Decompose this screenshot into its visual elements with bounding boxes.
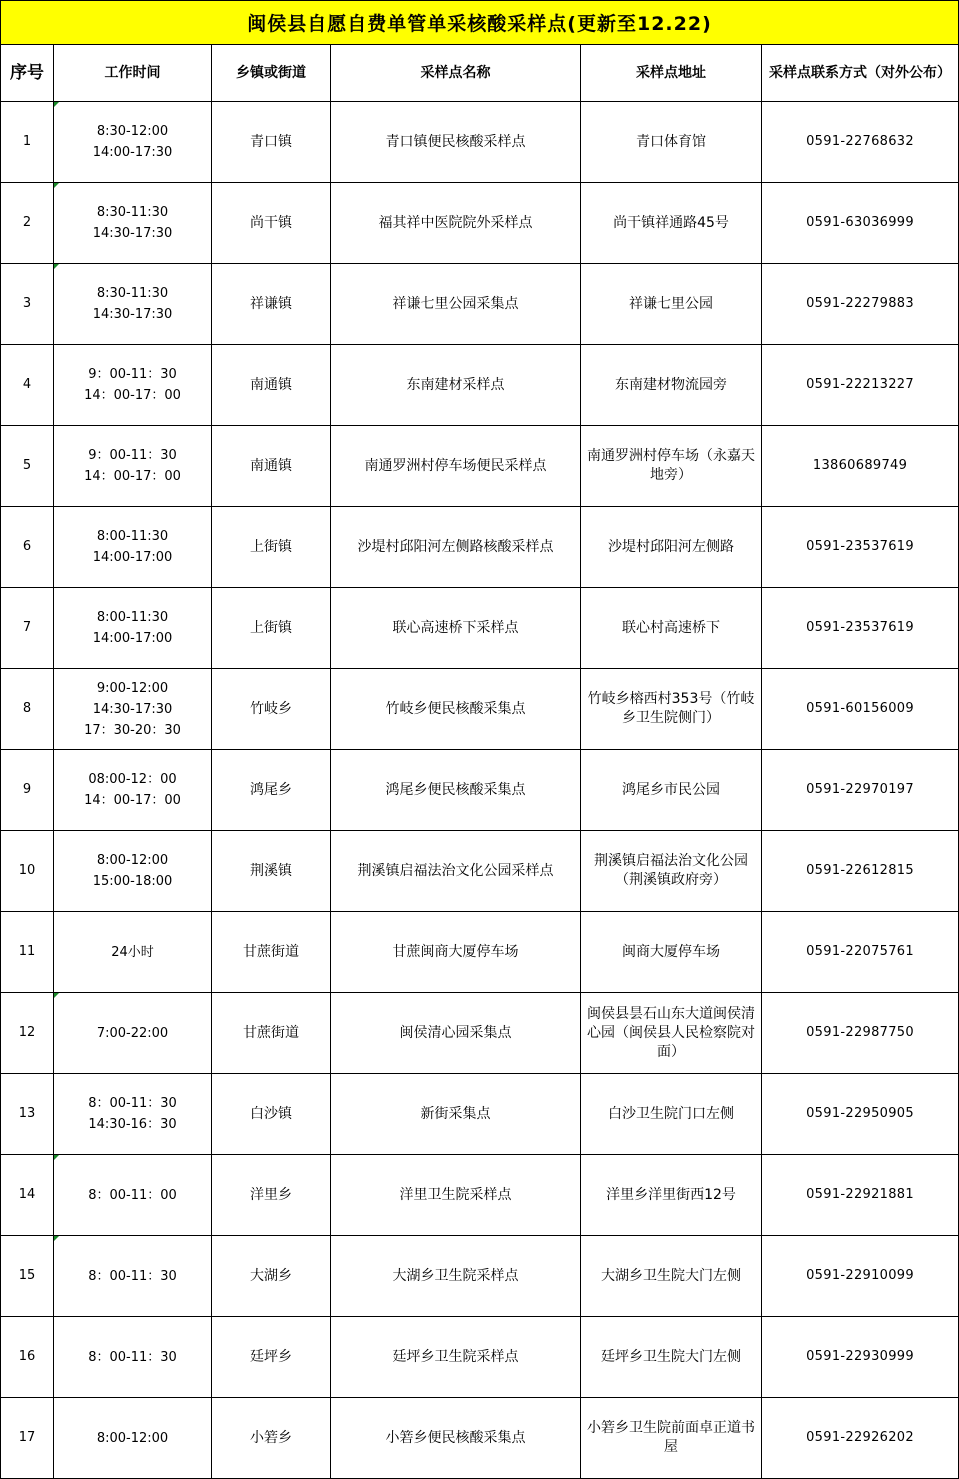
cell-time-lines	[56, 769, 209, 811]
cell-site-name	[331, 588, 581, 669]
cell-time	[54, 264, 212, 345]
cell-phone: 0591-22950905	[762, 1074, 959, 1155]
cell-note-marker-icon	[54, 993, 59, 998]
cell-site-name	[331, 1155, 581, 1236]
cell-seq: 17	[1, 1398, 54, 1479]
site-name-text: 联心高速桥下采样点	[392, 620, 519, 636]
cell-time	[54, 426, 212, 507]
time-line: 8:00-11:30	[96, 529, 169, 544]
cell-town: 上街镇	[212, 507, 331, 588]
cell-town: 甘蔗街道	[212, 912, 331, 993]
site-name-text: 南通罗洲村停车场便民采样点	[364, 458, 547, 474]
cell-note-marker-icon	[54, 1155, 59, 1160]
site-name-text: 新街采集点	[420, 1106, 491, 1122]
site-name-text: 廷坪乡卫生院采样点	[392, 1349, 519, 1365]
site-address-text: 闽侯县昙石山东大道闽侯清心园（闽侯县人民检察院对面）	[587, 1005, 755, 1060]
site-address-text: 白沙卫生院门口左侧	[608, 1105, 734, 1122]
site-address-text: 洋里乡洋里街西12号	[606, 1186, 736, 1203]
time-line: 14:30-17:30	[92, 701, 173, 717]
cell-address	[581, 1074, 762, 1155]
cell-site-name	[331, 507, 581, 588]
table-row	[1, 1317, 959, 1398]
site-address-text: 廷坪乡卫生院大门左侧	[601, 1348, 741, 1365]
table-row	[1, 1236, 959, 1317]
cell-site-name	[331, 102, 581, 183]
cell-time-lines	[56, 1428, 209, 1449]
cell-time-lines	[56, 1023, 209, 1044]
time-line: 15:00-18:00	[92, 874, 173, 889]
cell-site-name	[331, 1317, 581, 1398]
table-row	[1, 669, 959, 750]
site-name-text: 青口镇便民核酸采样点	[385, 134, 526, 150]
cell-site-name	[331, 831, 581, 912]
cell-seq: 14	[1, 1155, 54, 1236]
table-row	[1, 1398, 959, 1479]
time-line: 8：00-11：30	[88, 1268, 177, 1284]
cell-site-name	[331, 426, 581, 507]
cell-note-marker-icon	[54, 183, 59, 188]
site-address-text: 闽商大厦停车场	[622, 943, 720, 960]
cell-seq: 16	[1, 1317, 54, 1398]
site-name-text: 闽侯清心园采集点	[399, 1025, 512, 1041]
cell-seq: 1	[1, 102, 54, 183]
cell-time	[54, 1236, 212, 1317]
table-row	[1, 507, 959, 588]
cell-seq: 9	[1, 750, 54, 831]
cell-phone: 0591-22279883	[762, 264, 959, 345]
header-address: 采样点地址	[581, 45, 762, 102]
site-address-text: 联心村高速桥下	[622, 619, 720, 636]
site-name-text: 福其祥中医院院外采样点	[378, 215, 533, 231]
site-address-text: 南通罗洲村停车场（永嘉天地旁）	[587, 448, 755, 483]
time-line: 8:00-12:00	[96, 1430, 169, 1446]
cell-phone: 0591-22910099	[762, 1236, 959, 1317]
time-line: 8：00-11：00	[88, 1187, 177, 1203]
cell-phone: 0591-22921881	[762, 1155, 959, 1236]
cell-phone: 0591-22926202	[762, 1398, 959, 1479]
site-address-text: 沙堤村邱阳河左侧路	[608, 538, 734, 555]
time-line: 8：00-11：30	[88, 1096, 177, 1111]
cell-town: 白沙镇	[212, 1074, 331, 1155]
cell-time-lines	[56, 1266, 209, 1287]
site-name-text: 小箬乡便民核酸采集点	[385, 1430, 526, 1446]
cell-town: 竹岐乡	[212, 669, 331, 750]
header-row	[1, 45, 959, 102]
time-line: 9:00-12:00	[96, 680, 169, 696]
time-line: 14:00-17:00	[92, 550, 173, 565]
cell-phone: 0591-23537619	[762, 588, 959, 669]
cell-address	[581, 993, 762, 1074]
cell-address	[581, 507, 762, 588]
cell-address	[581, 669, 762, 750]
site-name-text: 鸿尾乡便民核酸采集点	[385, 782, 526, 798]
cell-seq: 15	[1, 1236, 54, 1317]
time-line: 24小时	[111, 944, 154, 960]
header-phone: 采样点联系方式（对外公布）	[762, 45, 959, 102]
cell-site-name	[331, 1398, 581, 1479]
time-line: 9：00-11：30	[88, 367, 177, 382]
table-title: 闽侯县自愿自费单管单采核酸采样点(更新至12.22)	[1, 1, 959, 45]
site-address-text: 竹岐乡榕西村353号（竹岐乡卫生院侧门）	[587, 691, 755, 726]
cell-phone: 0591-23537619	[762, 507, 959, 588]
time-line: 9：00-11：30	[88, 448, 177, 463]
cell-seq: 6	[1, 507, 54, 588]
site-name-text: 沙堤村邱阳河左侧路核酸采样点	[357, 539, 554, 555]
cell-address	[581, 426, 762, 507]
site-address-text: 荆溪镇启福法治文化公园（荆溪镇政府旁）	[594, 853, 748, 888]
cell-time-lines	[56, 202, 209, 244]
time-line: 14:30-17:30	[92, 226, 173, 241]
cell-site-name	[331, 993, 581, 1074]
cell-site-name	[331, 264, 581, 345]
cell-phone: 0591-63036999	[762, 183, 959, 264]
table-row	[1, 993, 959, 1074]
cell-seq: 7	[1, 588, 54, 669]
time-line: 14：00-17：00	[84, 388, 181, 403]
cell-time	[54, 102, 212, 183]
table-row	[1, 183, 959, 264]
cell-seq: 11	[1, 912, 54, 993]
site-address-text: 东南建材物流园旁	[615, 376, 727, 393]
cell-time-lines	[56, 526, 209, 568]
cell-town: 廷坪乡	[212, 1317, 331, 1398]
cell-phone: 0591-22075761	[762, 912, 959, 993]
cell-town: 尚干镇	[212, 183, 331, 264]
cell-town: 大湖乡	[212, 1236, 331, 1317]
cell-phone: 0591-22612815	[762, 831, 959, 912]
cell-time-lines	[56, 445, 209, 487]
time-line: 14：00-17：00	[84, 469, 181, 484]
header-time: 工作时间	[54, 45, 212, 102]
time-line: 8:00-12:00	[96, 853, 169, 868]
site-address-text: 尚干镇祥通路45号	[613, 214, 729, 231]
cell-note-marker-icon	[54, 1236, 59, 1241]
cell-phone: 0591-22970197	[762, 750, 959, 831]
cell-address	[581, 1236, 762, 1317]
time-line: 08:00-12：00	[88, 772, 177, 787]
cell-seq: 5	[1, 426, 54, 507]
table-row	[1, 1074, 959, 1155]
cell-town: 青口镇	[212, 102, 331, 183]
cell-time-lines	[56, 364, 209, 406]
header-seq: 序号	[1, 45, 54, 102]
cell-address	[581, 1398, 762, 1479]
cell-time	[54, 1074, 212, 1155]
cell-seq: 13	[1, 1074, 54, 1155]
cell-town: 祥谦镇	[212, 264, 331, 345]
cell-time-lines	[56, 850, 209, 892]
cell-town: 荆溪镇	[212, 831, 331, 912]
cell-phone: 0591-22930999	[762, 1317, 959, 1398]
cell-note-marker-icon	[54, 102, 59, 107]
table-row	[1, 588, 959, 669]
cell-time	[54, 993, 212, 1074]
table-row	[1, 912, 959, 993]
cell-seq: 2	[1, 183, 54, 264]
cell-address	[581, 1317, 762, 1398]
time-line: 14:30-17:30	[92, 307, 173, 322]
table-row	[1, 1155, 959, 1236]
site-name-text: 东南建材采样点	[406, 377, 505, 393]
cell-seq: 4	[1, 345, 54, 426]
time-line: 8:30-11:30	[96, 286, 169, 301]
site-address-text: 祥谦七里公园	[629, 295, 713, 312]
time-line: 17：30-20：30	[84, 722, 181, 738]
cell-address	[581, 831, 762, 912]
cell-site-name	[331, 1074, 581, 1155]
cell-time-lines	[56, 678, 209, 741]
site-address-text: 鸿尾乡市民公园	[622, 781, 720, 798]
cell-town: 洋里乡	[212, 1155, 331, 1236]
cell-phone: 0591-22987750	[762, 993, 959, 1074]
cell-address	[581, 183, 762, 264]
cell-time	[54, 1317, 212, 1398]
time-line: 8:30-12:00	[96, 124, 169, 139]
cell-address	[581, 102, 762, 183]
table-row	[1, 426, 959, 507]
cell-site-name	[331, 750, 581, 831]
cell-site-name	[331, 1236, 581, 1317]
cell-time	[54, 1155, 212, 1236]
cell-time-lines	[56, 283, 209, 325]
time-line: 14:30-16：30	[88, 1117, 177, 1132]
site-name-text: 荆溪镇启福法治文化公园采样点	[357, 863, 554, 879]
time-line: 14：00-17：00	[84, 793, 181, 808]
site-name-text: 祥谦七里公园采集点	[392, 296, 519, 312]
table-row	[1, 102, 959, 183]
time-line: 7:00-22:00	[96, 1025, 169, 1041]
cell-seq: 8	[1, 669, 54, 750]
cell-seq: 10	[1, 831, 54, 912]
cell-seq: 3	[1, 264, 54, 345]
cell-seq: 12	[1, 993, 54, 1074]
cell-note-marker-icon	[54, 264, 59, 269]
title-row	[1, 1, 959, 45]
time-line: 14:00-17:30	[92, 145, 173, 160]
cell-phone: 0591-60156009	[762, 669, 959, 750]
cell-town: 南通镇	[212, 426, 331, 507]
cell-address	[581, 912, 762, 993]
table-row	[1, 345, 959, 426]
cell-time	[54, 669, 212, 750]
cell-address	[581, 588, 762, 669]
site-name-text: 竹岐乡便民核酸采集点	[385, 701, 526, 717]
time-line: 8:30-11:30	[96, 205, 169, 220]
cell-phone: 13860689749	[762, 426, 959, 507]
cell-site-name	[331, 669, 581, 750]
cell-town: 南通镇	[212, 345, 331, 426]
time-line: 14:00-17:00	[92, 631, 173, 646]
cell-time	[54, 507, 212, 588]
site-name-text: 洋里卫生院采样点	[399, 1187, 512, 1203]
cell-address	[581, 1155, 762, 1236]
cell-time-lines	[56, 942, 209, 963]
cell-phone: 0591-22213227	[762, 345, 959, 426]
cell-site-name	[331, 345, 581, 426]
cell-time-lines	[56, 121, 209, 163]
header-town: 乡镇或街道	[212, 45, 331, 102]
header-name: 采样点名称	[331, 45, 581, 102]
site-address-text: 青口体育馆	[636, 133, 706, 150]
table-row	[1, 750, 959, 831]
cell-time-lines	[56, 1093, 209, 1135]
cell-time-lines	[56, 1347, 209, 1368]
cell-time-lines	[56, 1185, 209, 1206]
cell-site-name	[331, 183, 581, 264]
time-line: 8:00-11:30	[96, 610, 169, 625]
site-address-text: 小箬乡卫生院前面卓正道书屋	[587, 1420, 755, 1455]
cell-town: 上街镇	[212, 588, 331, 669]
cell-time	[54, 183, 212, 264]
cell-town: 甘蔗街道	[212, 993, 331, 1074]
cell-address	[581, 264, 762, 345]
table-row	[1, 264, 959, 345]
cell-time	[54, 831, 212, 912]
cell-time	[54, 1398, 212, 1479]
site-name-text: 大湖乡卫生院采样点	[392, 1268, 519, 1284]
cell-address	[581, 345, 762, 426]
cell-town: 小箬乡	[212, 1398, 331, 1479]
cell-time	[54, 588, 212, 669]
table-row	[1, 831, 959, 912]
time-line: 8：00-11：30	[88, 1349, 177, 1365]
cell-address	[581, 750, 762, 831]
site-name-text: 甘蔗闽商大厦停车场	[392, 944, 519, 960]
cell-time	[54, 750, 212, 831]
cell-time	[54, 912, 212, 993]
cell-phone: 0591-22768632	[762, 102, 959, 183]
cell-site-name	[331, 912, 581, 993]
cell-time	[54, 345, 212, 426]
site-address-text: 大湖乡卫生院大门左侧	[601, 1267, 741, 1284]
cell-time-lines	[56, 607, 209, 649]
cell-town: 鸿尾乡	[212, 750, 331, 831]
